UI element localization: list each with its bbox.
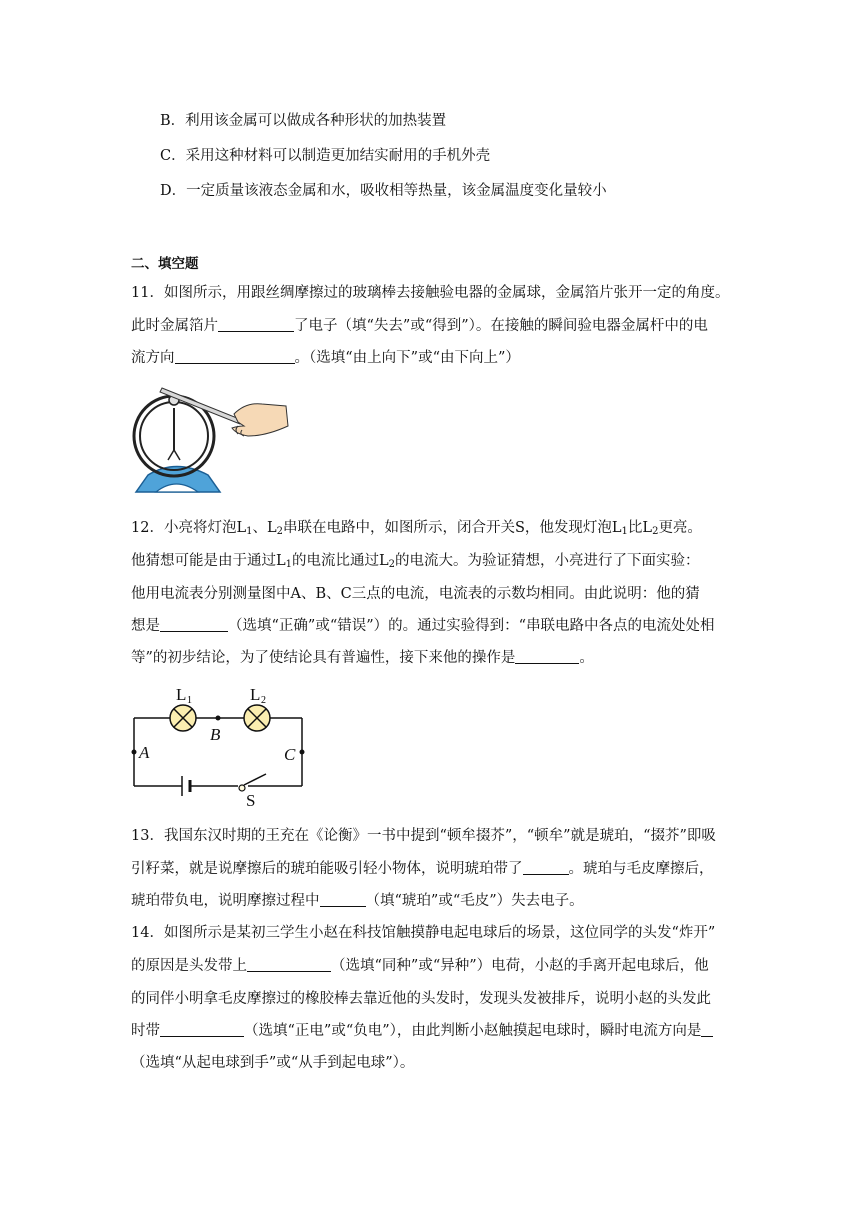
hand: [232, 404, 288, 436]
q11-blank-2[interactable]: [175, 349, 295, 364]
q11-line-1: 11．如图所示，用跟丝绸摩擦过的玻璃棒去接触验电器的金属球，金属箔片张开一定的角度。: [131, 285, 730, 301]
q14-text: （选填“正电”或“负电”），由此判断小赵触摸起电球时，瞬时电流方向是: [244, 1023, 702, 1039]
q13-text: 。琥珀与毛皮摩擦后，: [568, 861, 714, 877]
lamp-l2: [244, 705, 270, 731]
q11-text: 了电子（填“失去”或“得到”）。在接触的瞬间验电器金属杆中的电: [294, 318, 708, 334]
q12-text: 。: [579, 650, 594, 666]
label-l2-sub: 2: [261, 695, 266, 706]
q12-line-2: [131, 551, 700, 575]
q12-text: （选填“正确”或“错误”）的。通过实验得到：“串联电路中各点的电流处处相: [228, 618, 715, 634]
q13-blank-2[interactable]: [320, 892, 366, 907]
q14-line-2: [131, 956, 709, 976]
option-d: D．一定质量该液态金属和水，吸收相等热量，该金属温度变化量较小: [160, 183, 607, 199]
q14-line-4: [131, 1021, 713, 1041]
q11-blank-1[interactable]: [218, 317, 294, 332]
point-b-node: [216, 716, 221, 721]
q12-blank-2[interactable]: [515, 649, 579, 664]
label-c: C: [284, 745, 296, 764]
q11-line-3: [131, 348, 520, 368]
q14-line-3: 的同伴小明拿毛皮摩擦过的橡胶棒去靠近他的头发时，发现头发被排斥，说明小赵的头发此: [131, 991, 711, 1007]
label-l1: L: [176, 685, 187, 704]
q14-blank-2[interactable]: [160, 1022, 244, 1037]
q12-sub: 2: [388, 559, 396, 570]
label-l1-sub: 1: [187, 695, 192, 706]
q13-text: 琥珀带负电，说明摩擦过程中: [131, 893, 320, 909]
point-c-node: [300, 750, 305, 755]
circuit-figure: [126, 680, 316, 808]
glass-rod: [160, 388, 242, 424]
q14-text: 的原因是头发带上: [131, 958, 247, 974]
q12-sub: 1: [285, 559, 293, 570]
q12-sub: 2: [276, 526, 283, 537]
q14-blank-1[interactable]: [247, 957, 331, 972]
q14-blank-3[interactable]: [701, 1022, 713, 1037]
q13-line-2: [131, 859, 714, 879]
section-title: 二、填空题: [131, 256, 199, 272]
q12-line-5: [131, 648, 594, 668]
label-l2: L: [250, 685, 261, 704]
q12-text: 想是: [131, 618, 160, 634]
q12-text: 的电流比通过L: [292, 553, 389, 569]
q12-line-1: [131, 518, 702, 542]
q12-sub: 1: [621, 526, 628, 537]
q11-text: 此时金属箔片: [131, 318, 218, 334]
q12-text: 、L: [252, 520, 277, 536]
q12-line-3: 他用电流表分别测量图中A、B、C三点的电流，电流表的示数均相同。由此说明：他的猜: [131, 586, 700, 602]
q12-text: 12．小亮将灯泡L: [131, 520, 247, 536]
q13-text: 引籽菜，就是说摩擦后的琥珀能吸引轻小物体，说明琥珀带了: [131, 861, 523, 877]
q12-line-4: [131, 616, 715, 636]
q13-text: （填“琥珀”或“毛皮”）失去电子。: [365, 893, 584, 909]
q12-text: 比L: [627, 520, 653, 536]
switch-symbol: [239, 785, 245, 791]
q11-text: 。（选填“由上向下”或“由下向上”）: [294, 350, 520, 366]
label-s: S: [246, 791, 256, 808]
option-c: C．采用这种材料可以制造更加结实耐用的手机外壳: [160, 148, 491, 164]
q11-line-2: [131, 316, 708, 336]
label-a: A: [139, 743, 150, 762]
lamp-l1: [170, 705, 196, 731]
q12-text: 更亮。: [658, 520, 702, 536]
q12-text: 等”的初步结论，为了使结论具有普遍性，接下来他的操作是: [131, 650, 516, 666]
q13-line-3: [131, 891, 584, 911]
q14-text: 时带: [131, 1023, 160, 1039]
q12-sub: 2: [652, 526, 659, 537]
q13-blank-1[interactable]: [523, 860, 569, 875]
q12-text: 他猜想可能是由于通过L: [131, 553, 286, 569]
q14-line-1: 14．如图所示是某初三学生小赵在科技馆触摸静电起电球后的场景，这位同学的头发“炸开”: [131, 925, 716, 941]
point-a-node: [132, 750, 137, 755]
option-b: B．利用该金属可以做成各种形状的加热装置: [160, 113, 447, 129]
q13-line-1: 13．我国东汉时期的王充在《论衡》一书中提到“顿牟掇芥”，“顿牟”就是琥珀，“掇芥”即吸: [131, 828, 716, 844]
electroscope-figure: [126, 380, 296, 500]
label-b: B: [210, 725, 221, 744]
q11-text: 流方向: [131, 350, 175, 366]
q12-sub: 1: [246, 526, 253, 537]
q12-text: 串联在电路中，如图所示，闭合开关S，他发现灯泡L: [282, 520, 622, 536]
q14-line-5: （选填“从起电球到手”或“从手到起电球”）。: [131, 1055, 415, 1071]
metal-foil: [168, 450, 180, 460]
q14-text: （选填“同种”或“异种”）电荷，小赵的手离开起电球后，他: [331, 958, 709, 974]
q12-blank-1[interactable]: [160, 617, 228, 632]
q12-text: 的电流大。为验证猜想，小亮进行了下面实验：: [395, 553, 700, 569]
